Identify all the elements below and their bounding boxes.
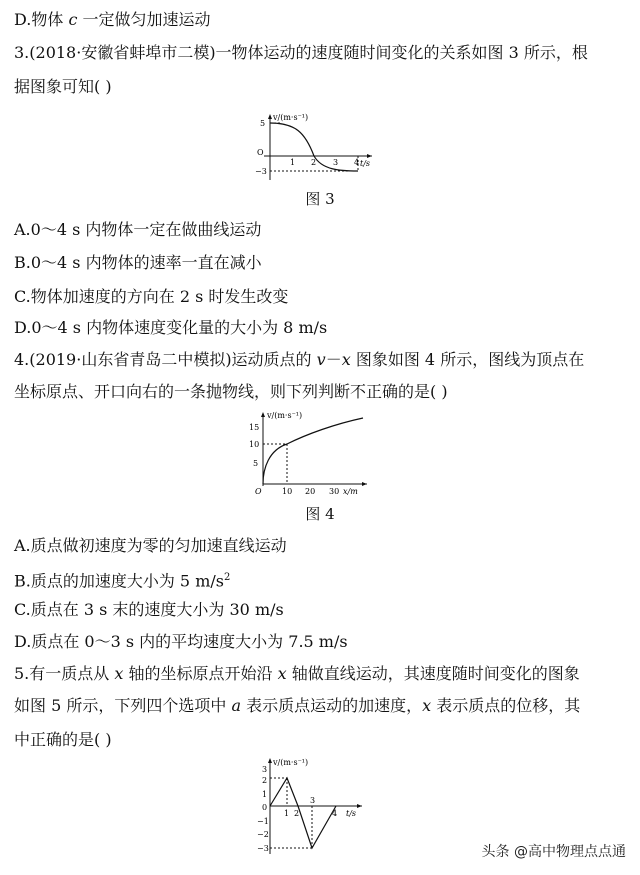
figure-5-graph (250, 756, 370, 856)
text-run: B.质点的加速度大小为 5 m/s (14, 571, 224, 591)
var-c: c (68, 10, 78, 29)
text-run: － (325, 350, 342, 369)
parabola-curve (263, 418, 363, 484)
x-tick: 3 (310, 796, 316, 805)
x-tick: 10 (282, 487, 293, 496)
y-arrow (268, 114, 272, 119)
q4-option-b (14, 568, 626, 591)
q4-option-a: A.质点做初速度为零的匀加速直线运动 (14, 536, 287, 555)
var-x: x (114, 664, 124, 683)
origin-label: O (257, 148, 264, 157)
x-tick: 20 (305, 487, 316, 496)
q3-stem-line2: 据图象可知( ) (14, 77, 112, 96)
var-x: x (277, 664, 287, 683)
text-run: 表示质点的位移，其 (431, 696, 581, 715)
x-tick: 4 (354, 158, 360, 167)
y-tick: 5 (253, 459, 259, 468)
figure-4-caption: 图 4 (305, 505, 335, 523)
q3-option-b: B.0～4 s 内物体的速率一直在减小 (14, 253, 262, 272)
text-run: 图象如图 4 所示，图线为顶点在 (350, 350, 585, 369)
text-run: 一定做匀加速运动 (77, 10, 211, 29)
q5-stem-line1 (14, 664, 626, 684)
y-tick: −2 (257, 830, 269, 839)
y-tick: −1 (257, 817, 269, 826)
x-tick: 1 (284, 809, 290, 818)
y-tick: −3 (257, 844, 269, 853)
x-tick: 1 (290, 158, 296, 167)
x-axis-label: t/s (346, 809, 357, 818)
watermark: 头条 @高中物理点点通 (481, 844, 626, 860)
x-axis-label: x/m (343, 487, 358, 496)
text-run: 表示质点运动的加速度， (241, 696, 423, 715)
var-a: a (231, 696, 241, 715)
q5-stem-line2 (14, 696, 626, 716)
text-run: 4.(2019·山东省青岛二中模拟)运动质点的 (14, 350, 317, 369)
y-tick: 10 (249, 440, 260, 449)
x-axis-label: t/s (360, 159, 371, 168)
var-x: x (422, 696, 432, 715)
x-tick: 2 (294, 809, 300, 818)
superscript: 2 (223, 572, 231, 583)
figure-4-graph (245, 408, 375, 496)
q4-option-c: C.质点在 3 s 末的速度大小为 30 m/s (14, 600, 284, 619)
y-tick: 2 (262, 776, 268, 785)
text-run: D.物体 (14, 10, 69, 29)
q5-stem-line3: 中正确的是( ) (14, 730, 112, 749)
y-tick: 5 (260, 119, 266, 128)
origin-label: O (255, 487, 262, 496)
q4-option-d: D.质点在 0～3 s 内的平均速度大小为 7.5 m/s (14, 632, 348, 651)
y-tick: −3 (255, 167, 267, 176)
var-x: x (341, 350, 351, 369)
velocity-polyline (270, 778, 336, 848)
x-tick: 30 (329, 487, 340, 496)
x-tick: 2 (311, 158, 317, 167)
x-arrow (357, 804, 362, 808)
var-v: v (316, 350, 326, 369)
x-tick: 4 (332, 809, 338, 818)
text-run: 5.有一质点从 (14, 664, 115, 683)
x-tick: 3 (333, 158, 339, 167)
q4-stem-line1 (14, 350, 626, 370)
y-axis-label: v/(m·s⁻¹) (273, 113, 309, 122)
y-axis-label: v/(m·s⁻¹) (273, 758, 309, 767)
q2-option-d (14, 10, 626, 30)
x-arrow (362, 482, 367, 486)
q3-option-d: D.0～4 s 内物体速度变化量的大小为 8 m/s (14, 318, 328, 337)
y-tick: 3 (262, 765, 268, 774)
y-arrow (261, 412, 265, 417)
figure-3-graph (250, 110, 380, 182)
y-tick: 1 (262, 790, 268, 799)
x-arrow (367, 154, 372, 158)
q3-option-c: C.物体加速度的方向在 2 s 时发生改变 (14, 287, 289, 306)
q3-option-a: A.0～4 s 内物体一定在做曲线运动 (14, 220, 262, 239)
y-axis-label: v/(m·s⁻¹) (267, 411, 303, 420)
y-arrow (268, 758, 272, 763)
text-run: 轴做直线运动，其速度随时间变化的图象 (286, 664, 580, 683)
figure-3-caption: 图 3 (305, 190, 335, 208)
text-run: 轴的坐标原点开始沿 (123, 664, 278, 683)
text-run: 如图 5 所示，下列四个选项中 (14, 696, 232, 715)
y-tick: 15 (249, 423, 260, 432)
q3-stem-line1: 3.(2018·安徽省蚌埠市二模)一物体运动的速度随时间变化的关系如图 3 所示，根 (14, 43, 588, 62)
q4-stem-line2: 坐标原点、开口向右的一条抛物线，则下列判断不正确的是( ) (14, 382, 448, 401)
y-tick: 0 (262, 803, 268, 812)
